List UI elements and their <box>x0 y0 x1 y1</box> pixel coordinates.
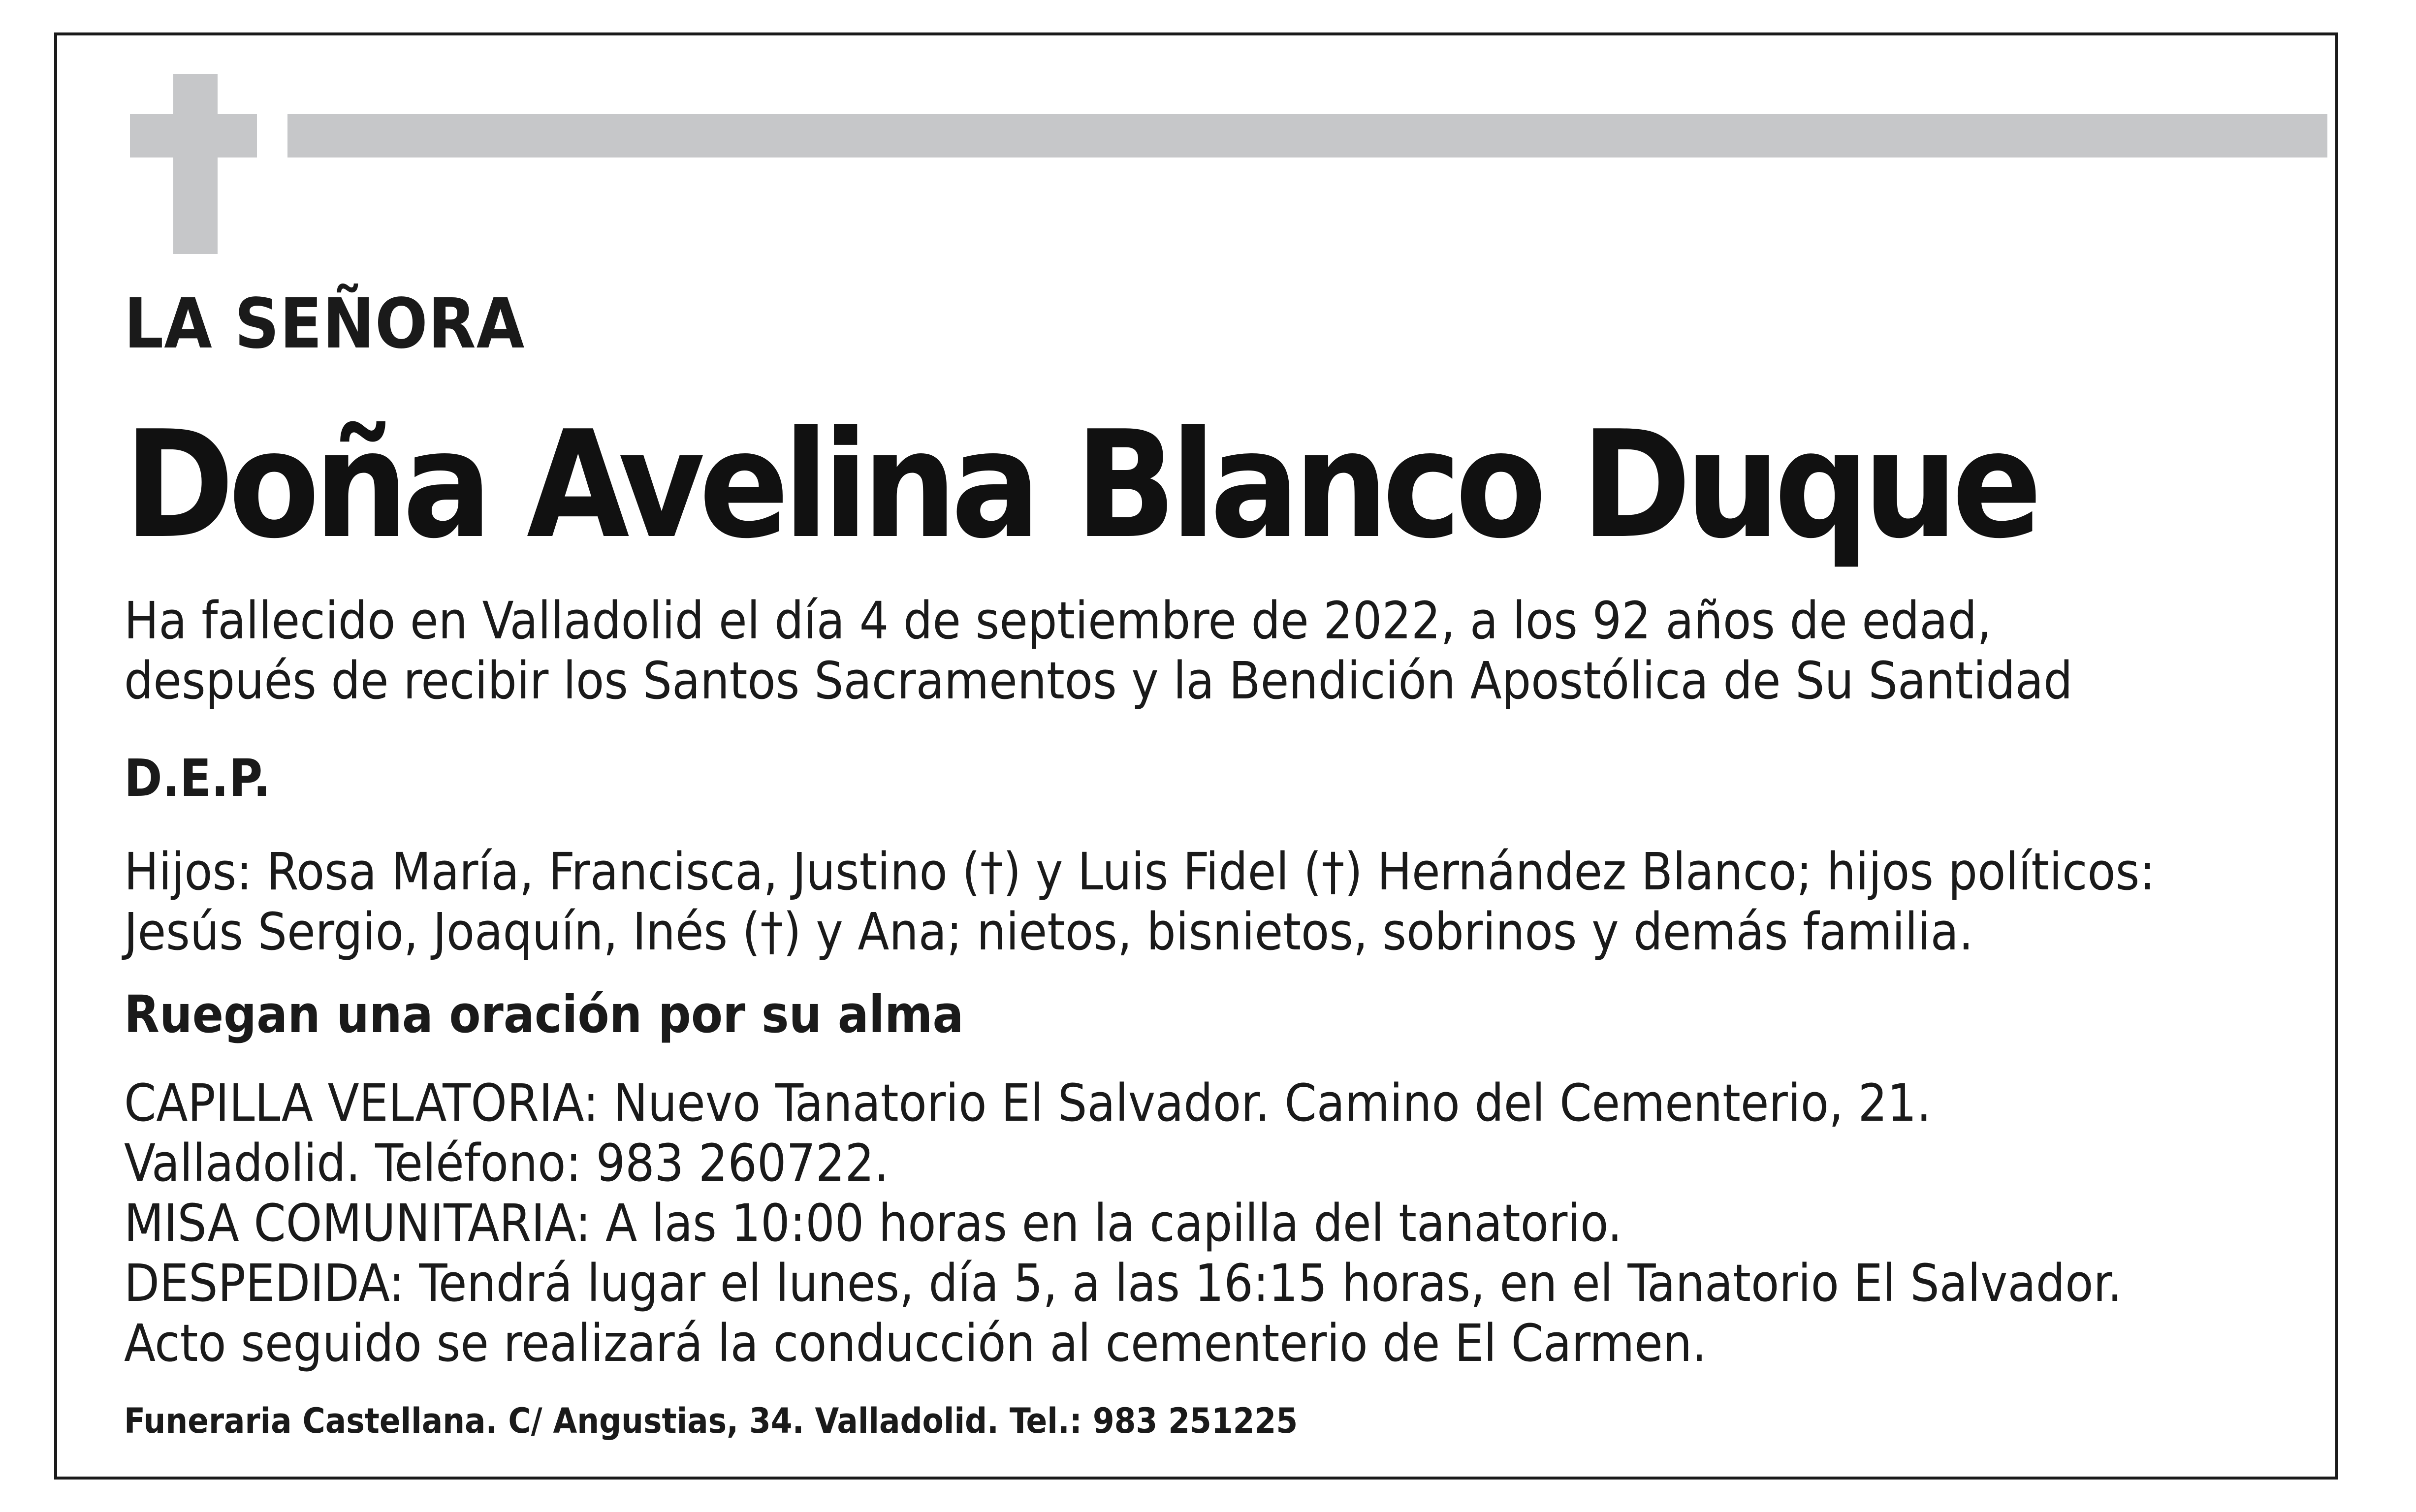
family-line: Hijos: Rosa María, Francisca, Justino (†) y Luis Fidel (†) Hernández Blanco; hijos políticos: <box>124 842 2155 902</box>
service-details <box>124 1073 2122 1373</box>
salutation: LA SEÑORA <box>124 284 525 364</box>
cross-icon-horizontal <box>130 114 257 158</box>
family-line: Jesús Sergio, Joaquín, Inés (†) y Ana; nietos, bisnietos, sobrinos y demás familia. <box>124 902 1973 962</box>
death-line: después de recibir los Santos Sacramentos y la Bendición Apostólica de Su Santidad <box>124 651 2073 711</box>
service-line: DESPEDIDA: Tendrá lugar el lunes, día 5, a las 16:15 horas, en el Tanatorio El Salvador. <box>124 1253 2123 1313</box>
service-line: MISA COMUNITARIA: A las 10:00 horas en la capilla del tanatorio. <box>124 1193 1622 1253</box>
header-rule <box>287 114 2327 158</box>
cross-icon-vertical <box>173 74 218 254</box>
family-list <box>124 842 2155 962</box>
service-line: Valladolid. Teléfono: 983 260722. <box>124 1133 889 1193</box>
rip-abbreviation: D.E.P. <box>124 748 271 808</box>
service-line: Acto seguido se realizará la conducción al cementerio de El Carmen. <box>124 1313 1707 1373</box>
death-line: Ha fallecido en Valladolid el día 4 de septiembre de 2022, a los 92 años de edad, <box>124 591 1992 651</box>
prayer-request: Ruegan una oración por su alma <box>124 984 964 1044</box>
service-line: CAPILLA VELATORIA: Nuevo Tanatorio El Salvador. Camino del Cementerio, 21. <box>124 1073 1932 1133</box>
deceased-name: Doña Avelina Blanco Duque <box>124 399 2036 571</box>
death-details <box>124 591 2073 711</box>
funeral-home-footer: Funeraria Castellana. C/ Angustias, 34. Valladolid. Tel.: 983 251225 <box>124 1401 1298 1441</box>
